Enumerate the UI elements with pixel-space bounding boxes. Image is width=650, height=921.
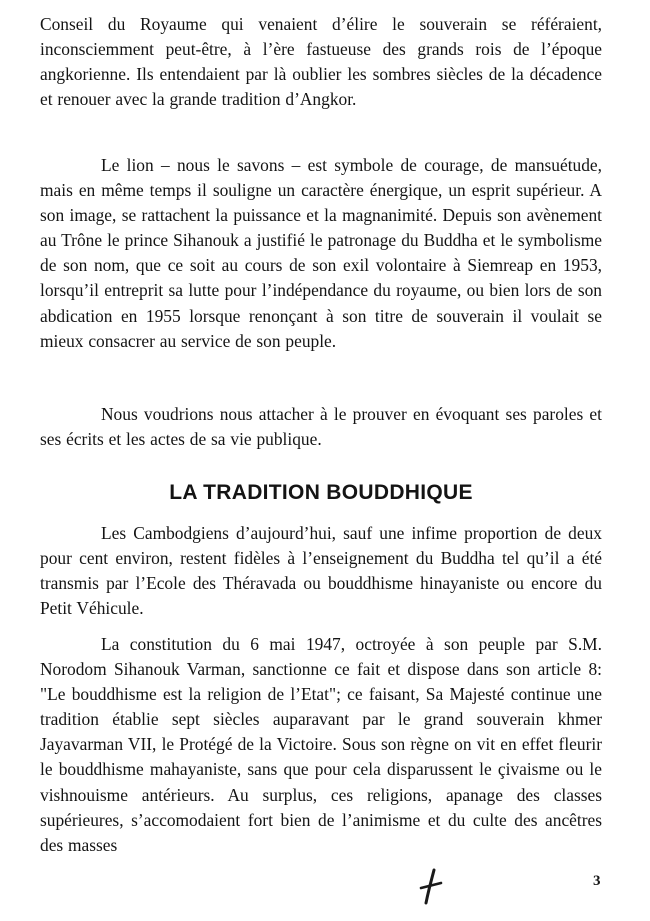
paragraph-constitution: La constitution du 6 mai 1947, octroyée à son peuple par S.M. Norodom Sihanouk Varman, sanctionne ce fait et dispose dans son article 8: "Le bouddhisme est la religion de l’Etat"; ce faisant, Sa Majesté continue une tradition établie sept siècles auparavant par le grand souverain khmer Jayavarman VII, le Protégé de la Victoire. Sous son règne on vit en effet fleurir le bouddhisme mahayaniste, sans que pour cela disparussent le çivaisme ou le vishnouisme antérieurs. Au surplus, ces religions, apanage des classes supérieures, s’accomodaient fort bien de l’animisme et du culte des ancêtres des masses (40, 634, 602, 855)
paragraph-intention: Nous voudrions nous attacher à le prouver en évoquant ses paroles et ses écrits et les actes de sa vie publique. (40, 404, 602, 450)
page-number: 3 (593, 873, 601, 889)
section-heading: LA TRADITION BOUDDHIQUE (169, 481, 473, 504)
paragraph-lion-symbol: Le lion – nous le savons – est symbole de courage, de mansuétude, mais en même temps il souligne un caractère énergique, un esprit supérieur. A son image, se rattachent la puissance et la magnanimité. Depuis son avènement au Trône le prince Sihanouk a justifié le patronage du Buddha et le symbolisme de son nom, que ce soit au cours de son exil volontaire à Siemreap en 1953, lorsqu’il entreprit sa lutte pour l’indépendance du royaume, ou bien lors de son abdication en 1955 lorsque renonçant à son titre de souverain il voulait se mieux consacrer au service de son peuple. (40, 155, 602, 351)
handwritten-mark-icon (417, 868, 447, 906)
paragraph-intro-continuation: Conseil du Royaume qui venaient d’élire le souverain se référaient, inconsciemment peut-être, à l’ère fastueuse des grands rois de l’époque angkorienne. Ils entendaient par là oublier les sombres siècles de la décadence et renouer avec la grande tradition d’Angkor. (40, 14, 602, 110)
paragraph-cambodians: Les Cambodgiens d’aujourd’hui, sauf une infime proportion de deux pour cent environ, restent fidèles à l’enseignement du Buddha tel qu’il a été transmis par l’Ecole des Théravada ou bouddhisme hinayaniste ou encore du Petit Véhicule. (40, 523, 602, 619)
